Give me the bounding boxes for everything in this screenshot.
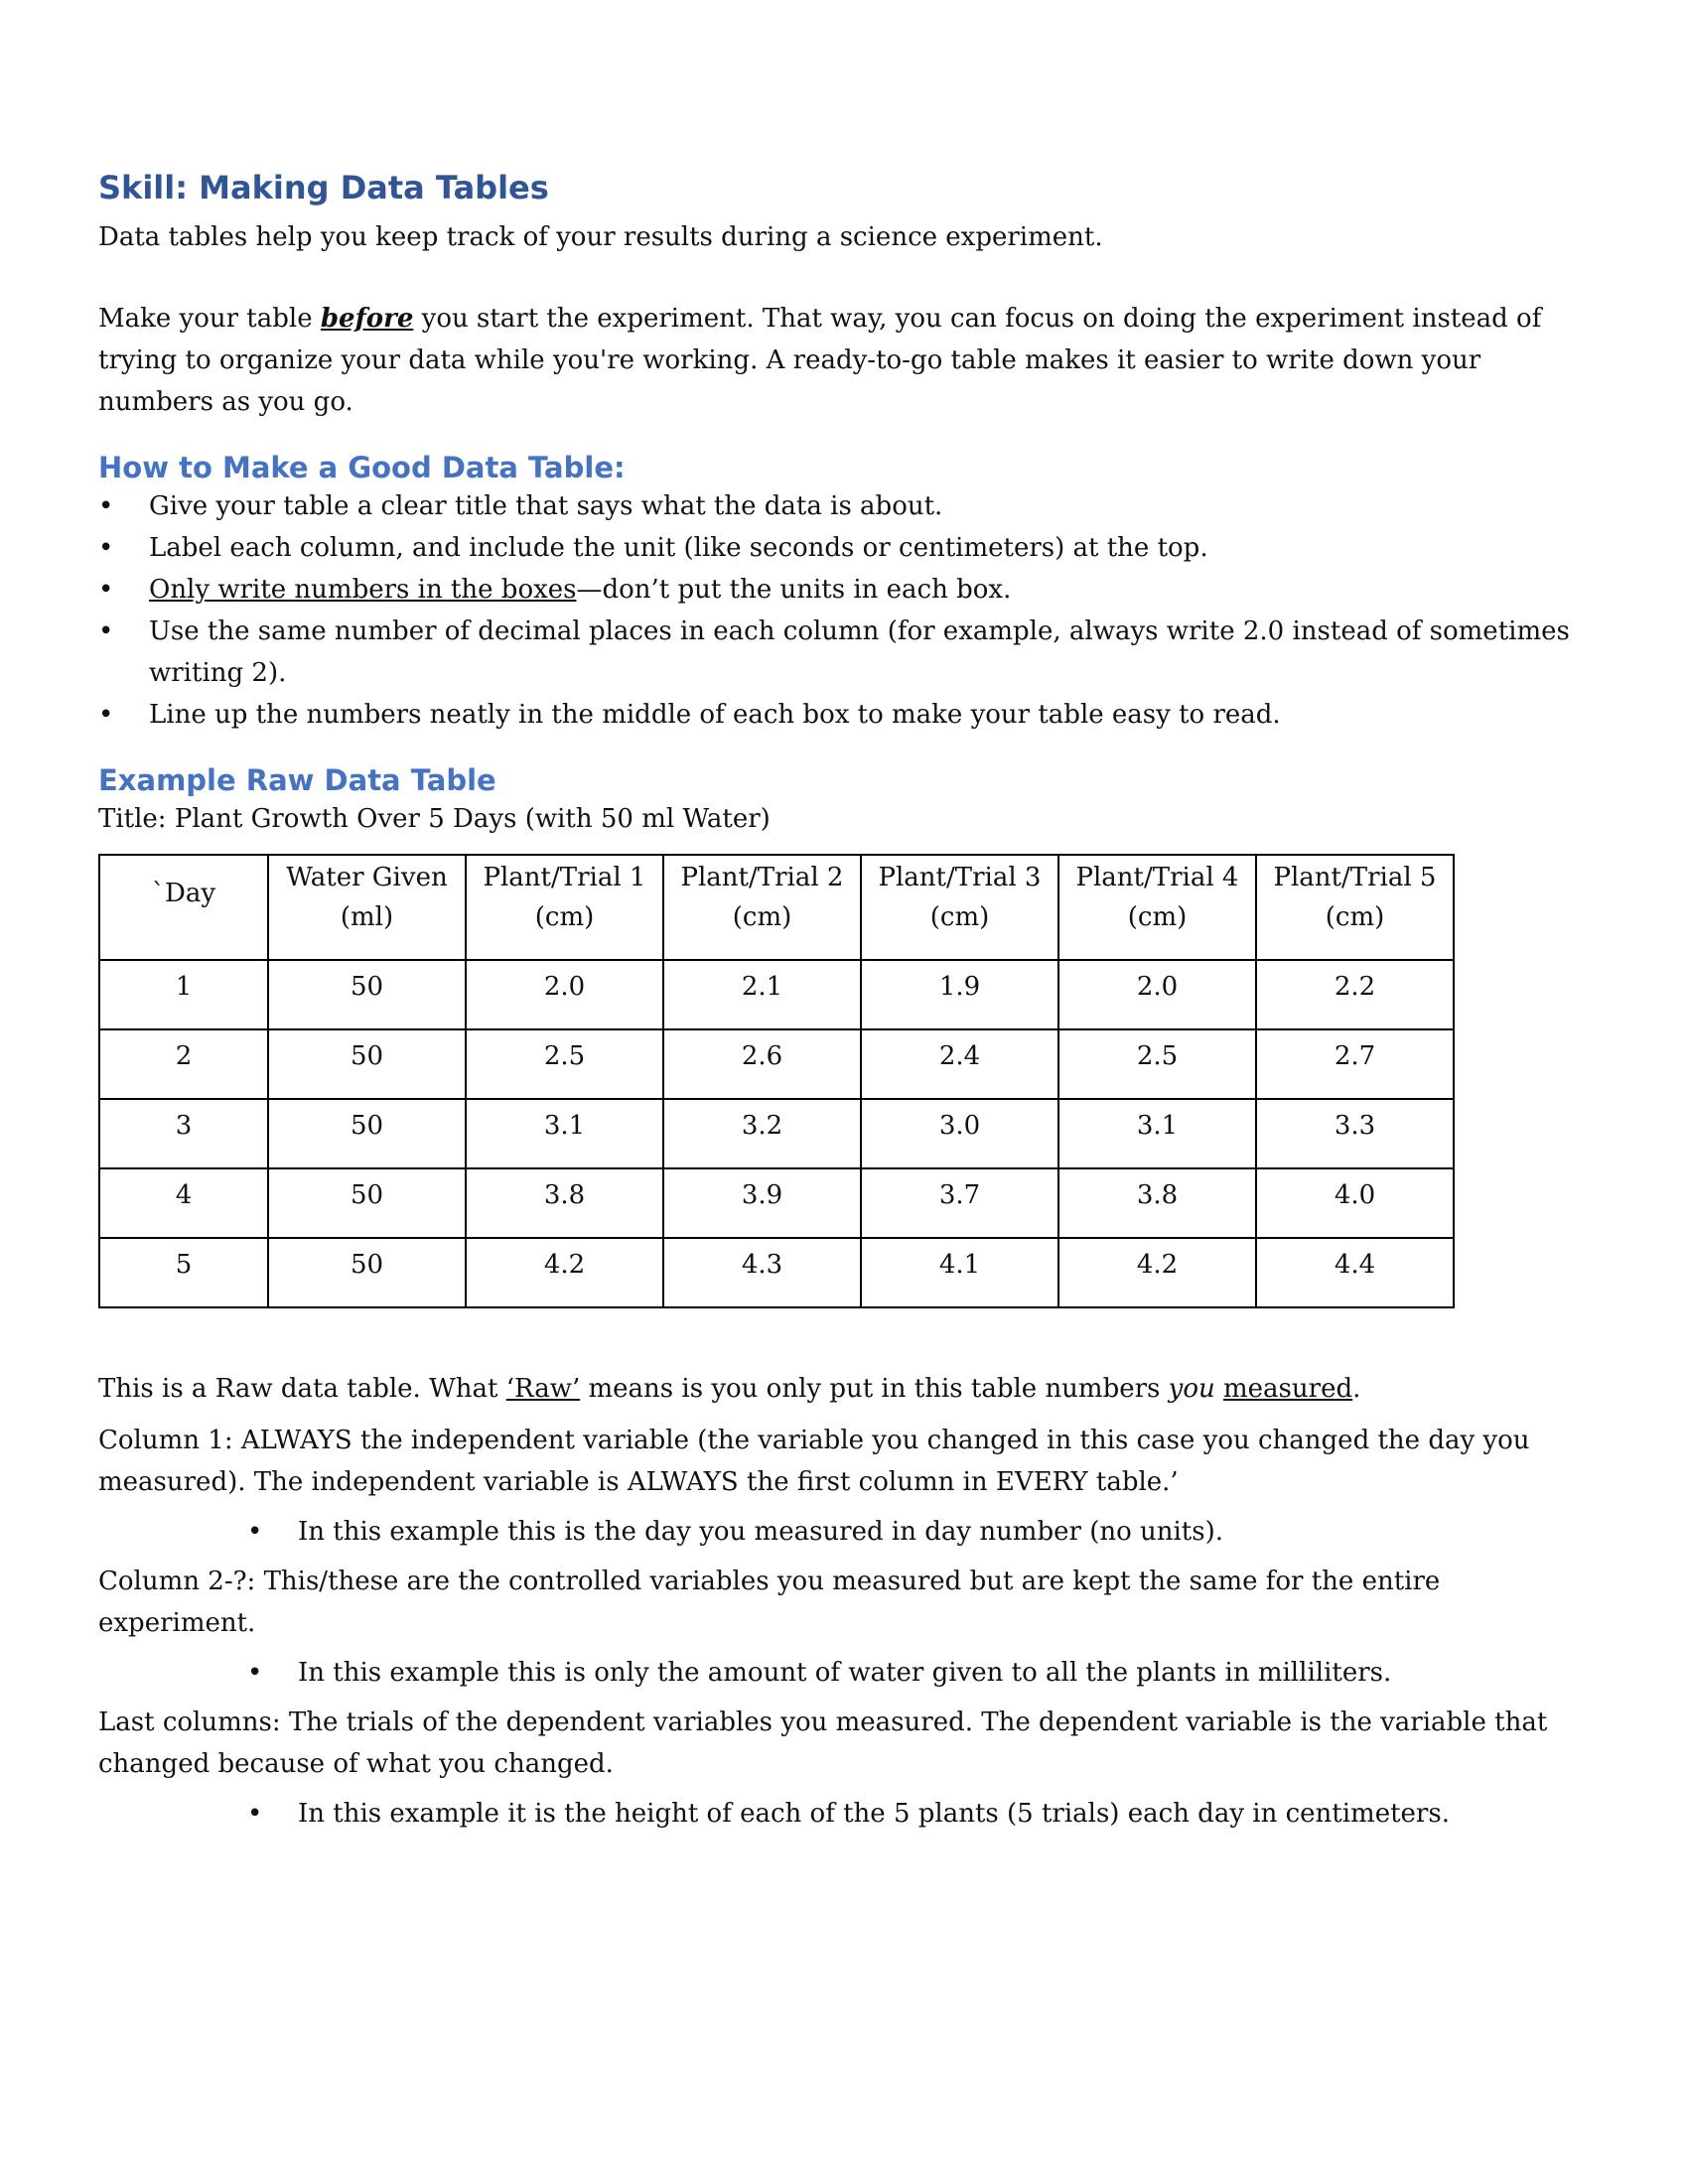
header-unit: (cm) <box>534 901 595 932</box>
table-cell: 3.0 <box>861 1099 1058 1168</box>
example-text: In this example it is the height of each of the 5 plants (5 trials) each day in centimeters. <box>298 1798 1450 1829</box>
before-paragraph <box>98 298 1588 423</box>
bullet-icon: • <box>98 700 114 731</box>
column-1-example-list <box>98 1511 1588 1553</box>
table-cell: 2.0 <box>1058 960 1256 1029</box>
table-cell: 4 <box>99 1168 268 1238</box>
table-cell: 2 <box>99 1029 268 1099</box>
table-cell: 3.9 <box>663 1168 861 1238</box>
table-row <box>99 1029 1454 1099</box>
header-day <box>99 855 268 960</box>
table-cell: 3.7 <box>861 1168 1058 1238</box>
header-line1: Plant/Trial 1 <box>483 862 646 892</box>
before-text-end: you start the experiment. That way, you can focus on doing the experiment instead of trying to organize your data while you're working. A ready-to-go table makes it easier to write down your numbers as you go. <box>98 304 1542 418</box>
tips-list <box>98 485 1588 736</box>
table-cell: 2.1 <box>663 960 861 1029</box>
header-unit: (cm) <box>1127 901 1188 932</box>
bullet-icon: • <box>98 575 114 606</box>
column-2-example-list <box>98 1652 1588 1694</box>
last-columns-example-list <box>98 1793 1588 1835</box>
table-cell: 4.2 <box>1058 1238 1256 1307</box>
raw-space <box>1215 1374 1223 1404</box>
header-water <box>268 855 466 960</box>
raw-you: you <box>1168 1373 1215 1404</box>
tip-item <box>98 569 1588 611</box>
table-cell: 3 <box>99 1099 268 1168</box>
header-line1: Plant/Trial 5 <box>1273 862 1437 892</box>
table-header-row <box>99 855 1454 960</box>
table-row <box>99 960 1454 1029</box>
how-to-heading: How to Make a Good Data Table: <box>98 451 626 485</box>
column-2-explanation: Column 2-?: This/these are the controlled variables you measured but are kept the same for the entire experiment. <box>98 1566 1441 1638</box>
tip-item <box>98 611 1588 694</box>
header-line1: `Day <box>151 878 216 908</box>
header-trial-2 <box>663 855 861 960</box>
raw-text-1: This is a Raw data table. What <box>98 1373 506 1404</box>
bullet-icon: • <box>247 1798 263 1829</box>
table-cell: 2.4 <box>861 1029 1058 1099</box>
header-line1: Plant/Trial 2 <box>680 862 844 892</box>
tip-text: Use the same number of decimal places in each column (for example, always write 2.0 instead of sometimes writing 2). <box>149 616 1570 689</box>
tip-text: Label each column, and include the unit (like seconds or centimeters) at the top. <box>149 533 1208 564</box>
tip-item <box>98 485 1588 527</box>
raw-measured: measured <box>1223 1373 1353 1404</box>
table-cell: 4.3 <box>663 1238 861 1307</box>
example-text: In this example this is only the amount of water given to all the plants in milliliters. <box>298 1657 1392 1688</box>
tip-underlined-text: Only write numbers in the boxes <box>149 575 577 606</box>
tip-text: Give your table a clear title that says what the data is about. <box>149 491 943 522</box>
bullet-icon: • <box>98 533 114 564</box>
raw-explanation <box>98 1368 1588 1410</box>
bullet-icon: • <box>98 616 114 647</box>
table-cell: 3.3 <box>1256 1099 1454 1168</box>
table-cell: 3.2 <box>663 1099 861 1168</box>
tip-item <box>98 694 1588 736</box>
table-cell: 4.1 <box>861 1238 1058 1307</box>
table-cell: 2.5 <box>466 1029 663 1099</box>
raw-end: . <box>1352 1373 1361 1404</box>
table-cell: 1 <box>99 960 268 1029</box>
column-1-explanation: Column 1: ALWAYS the independent variable (the variable you changed in this case you changed the day you measured). The independent variable is ALWAYS the first column in EVERY table.’ <box>98 1425 1530 1497</box>
table-cell: 50 <box>268 1029 466 1099</box>
header-line1: Plant/Trial 4 <box>1075 862 1239 892</box>
header-trial-3 <box>861 855 1058 960</box>
table-row <box>99 1099 1454 1168</box>
bullet-icon: • <box>247 1516 263 1547</box>
page-title: Skill: Making Data Tables <box>98 169 549 206</box>
example-heading: Example Raw Data Table <box>98 763 496 798</box>
table-cell: 2.2 <box>1256 960 1454 1029</box>
header-unit: (cm) <box>732 901 792 932</box>
header-trial-5 <box>1256 855 1454 960</box>
raw-text-2: means is you only put in this table numbers <box>580 1373 1169 1404</box>
table-cell: 2.6 <box>663 1029 861 1099</box>
header-trial-1 <box>466 855 663 960</box>
table-cell: 2.7 <box>1256 1029 1454 1099</box>
table-cell: 3.8 <box>1058 1168 1256 1238</box>
before-emphasis: before <box>320 304 414 335</box>
intro-paragraph: Data tables help you keep track of your results during a science experiment. <box>98 222 1103 253</box>
tip-item <box>98 527 1588 569</box>
bullet-icon: • <box>247 1657 263 1688</box>
last-columns-example <box>98 1793 1588 1835</box>
table-cell: 4.4 <box>1256 1238 1454 1307</box>
column-1-example <box>98 1511 1588 1553</box>
header-line1: Plant/Trial 3 <box>878 862 1042 892</box>
header-unit: (cm) <box>1325 901 1385 932</box>
before-text-start: Make your table <box>98 304 321 335</box>
table-cell: 50 <box>268 960 466 1029</box>
header-unit: (cm) <box>929 901 990 932</box>
column-2-example <box>98 1652 1588 1694</box>
table-cell: 4.2 <box>466 1238 663 1307</box>
table-cell: 50 <box>268 1099 466 1168</box>
header-line1: Water Given <box>286 862 448 892</box>
table-row <box>99 1238 1454 1307</box>
table-cell: 4.0 <box>1256 1168 1454 1238</box>
tip-text: Line up the numbers neatly in the middle of each box to make your table easy to read. <box>149 700 1281 731</box>
last-columns-explanation: Last columns: The trials of the dependent variables you measured. The dependent variable is the variable that changed because of what you changed. <box>98 1706 1548 1779</box>
table-cell: 3.1 <box>1058 1099 1256 1168</box>
table-cell: 3.8 <box>466 1168 663 1238</box>
table-title: Title: Plant Growth Over 5 Days (with 50 ml Water) <box>98 803 771 834</box>
table-row <box>99 1168 1454 1238</box>
raw-word: ‘Raw’ <box>505 1373 581 1404</box>
header-unit: (ml) <box>340 901 394 932</box>
table-cell: 50 <box>268 1238 466 1307</box>
table-cell: 1.9 <box>861 960 1058 1029</box>
table-cell: 2.5 <box>1058 1029 1256 1099</box>
raw-data-table <box>98 854 1455 1308</box>
table-cell: 50 <box>268 1168 466 1238</box>
bullet-icon: • <box>98 491 114 522</box>
tip-text: —don’t put the units in each box. <box>576 575 1012 606</box>
document-page <box>98 169 1588 1835</box>
header-trial-4 <box>1058 855 1256 960</box>
example-text: In this example this is the day you measured in day number (no units). <box>298 1516 1224 1547</box>
table-cell: 2.0 <box>466 960 663 1029</box>
table-cell: 3.1 <box>466 1099 663 1168</box>
table-cell: 5 <box>99 1238 268 1307</box>
